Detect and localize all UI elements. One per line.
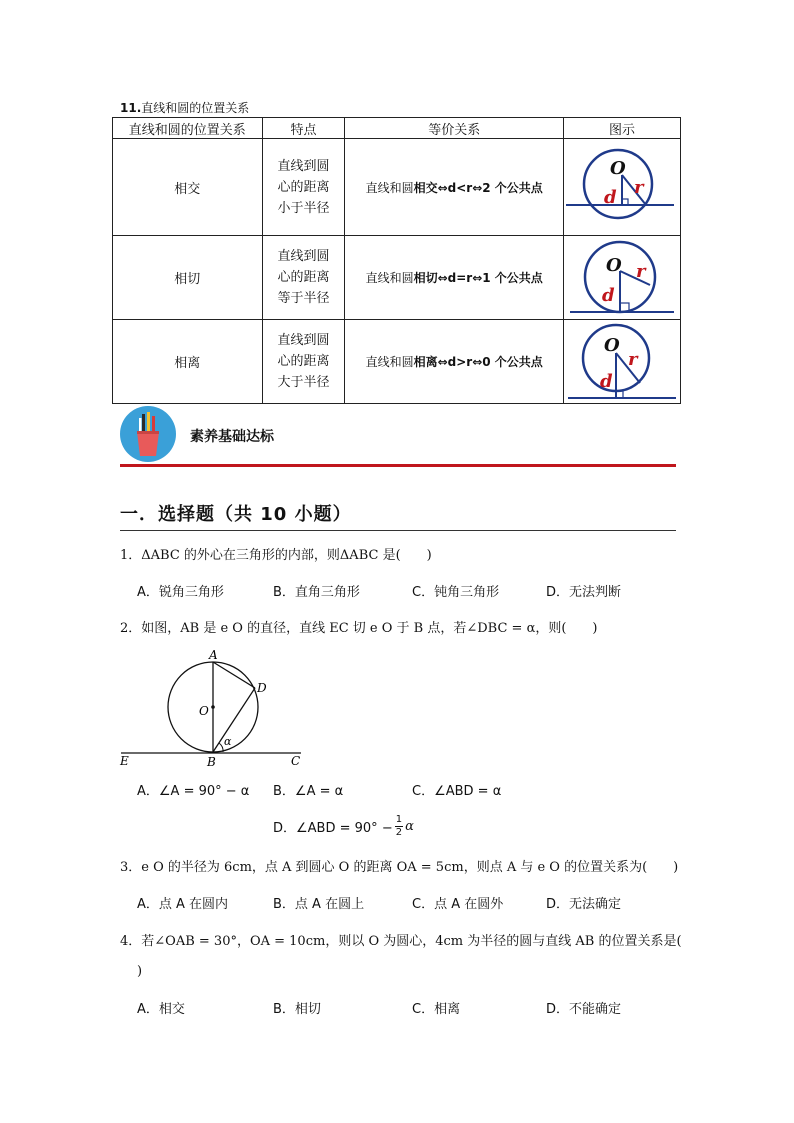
- intersect-diagram: [566, 147, 678, 227]
- tangent-diagram: [566, 239, 678, 317]
- distance-label: d: [601, 284, 615, 306]
- question-3-stem: 3．e O 的半径为 6cm，点 A 到圆心 O 的距离 OA = 5cm，则点 A 与 e O 的位置关系为( ): [120, 860, 679, 875]
- diagram-cell: [563, 320, 680, 404]
- part-title: 一．选择题（共 10 小题）: [120, 504, 352, 525]
- q4-option-b: B．相切: [273, 1002, 321, 1017]
- label-a: A: [209, 648, 218, 662]
- radius-label: r: [633, 177, 644, 198]
- equivalence-body: 相交⇔d<r⇔2 个公共点: [413, 180, 543, 195]
- chord-ad: [213, 662, 255, 688]
- question-4-stem-tail: ): [137, 964, 143, 979]
- q4-option-d: D．不能确定: [546, 1002, 622, 1017]
- header-feature: 特点: [262, 118, 345, 139]
- part-divider: [120, 530, 676, 531]
- relation-cell: 相交: [113, 139, 263, 236]
- header-relation: 直线和圆的位置关系: [113, 118, 263, 139]
- feature-line: 心的距离: [277, 354, 330, 369]
- feature-line: 等于半径: [277, 291, 330, 306]
- q1-option-a: A．锐角三角形: [137, 585, 224, 600]
- feature-cell: [262, 139, 345, 236]
- q2-option-b: B．∠A = α: [273, 784, 344, 799]
- table-header-row: [113, 118, 681, 139]
- feature-line: 直线到圆: [277, 333, 330, 348]
- q1-option-c: C．钝角三角形: [412, 585, 500, 600]
- banner-divider: [120, 464, 676, 467]
- radius-segment: [620, 271, 650, 285]
- question-2-figure: [115, 644, 315, 772]
- label-alpha: α: [224, 735, 232, 748]
- center-label: O: [605, 254, 622, 276]
- distance-label: d: [599, 370, 613, 392]
- feature-line: 直线到圆: [277, 249, 330, 264]
- label-d: D: [257, 681, 267, 695]
- q1-option-d: D．无法判断: [546, 585, 622, 600]
- equivalence-body: 相切⇔d=r⇔1 个公共点: [413, 271, 543, 285]
- label-c: C: [291, 754, 301, 768]
- q2-option-a: A．∠A = 90° − α: [137, 784, 250, 799]
- q1-option-b: B．直角三角形: [273, 585, 360, 600]
- equivalence-cell: [345, 139, 564, 236]
- question-4-stem: 4．若∠OAB = 30°，OA = 10cm，则以 O 为圆心，4cm 为半径的圆与直线 AB 的位置关系是(: [120, 934, 682, 949]
- q2-option-c: C．∠ABD = α: [412, 784, 502, 799]
- fraction-tail: α: [405, 819, 414, 834]
- feature-line: 直线到圆: [277, 158, 330, 174]
- table-row: [113, 320, 681, 404]
- q3-option-a: A．点 A 在圆内: [137, 897, 229, 912]
- question-1-stem: 1．ΔABC 的外心在三角形的内部，则ΔABC 是( ): [120, 548, 432, 563]
- distance-label: d: [603, 187, 617, 208]
- q3-option-d: D．无法确定: [546, 897, 622, 912]
- equivalence-body: 相离⇔d>r⇔0 个公共点: [413, 355, 543, 369]
- center-label: O: [603, 334, 620, 356]
- fraction-numerator: 1: [395, 814, 403, 825]
- table-row: [113, 139, 681, 236]
- feature-line: 大于半径: [277, 375, 330, 390]
- label-e: E: [120, 754, 129, 768]
- feature-line: 心的距离: [277, 270, 330, 285]
- label-b: B: [207, 755, 216, 769]
- center-label: O: [609, 158, 626, 179]
- q4-option-c: C．相离: [412, 1002, 461, 1017]
- relation-cell: 相离: [113, 320, 263, 404]
- feature-line: 小于半径: [277, 200, 330, 216]
- q3-option-b: B．点 A 在圆上: [273, 897, 365, 912]
- diagram-cell: [563, 236, 680, 320]
- banner-title: 素养基础达标: [190, 429, 274, 445]
- question-2-stem: 2．如图，AB 是 e O 的直径，直线 EC 切 e O 于 B 点，若∠DBC = α，则( ): [120, 621, 598, 636]
- fraction-denominator: 2: [395, 827, 403, 838]
- q2-option-d: [273, 814, 414, 839]
- fraction-half: [395, 814, 403, 839]
- chord-bd: [213, 688, 255, 752]
- diagram-cell: [563, 139, 680, 236]
- q4-option-a: A．相交: [137, 1002, 185, 1017]
- relation-cell: 相切: [113, 236, 263, 320]
- radius-label: r: [635, 260, 646, 282]
- pencil-cup-icon: [120, 406, 176, 462]
- feature-cell: [262, 320, 345, 404]
- header-diagram: 图示: [563, 118, 680, 139]
- equivalence-prefix: 直线和圆: [365, 180, 414, 195]
- equivalence-prefix: 直线和圆: [365, 271, 414, 285]
- label-o: O: [199, 704, 209, 718]
- position-relation-table: [112, 117, 681, 404]
- separate-diagram: [566, 323, 678, 401]
- section-title: [120, 99, 249, 116]
- radius-label: r: [627, 348, 638, 370]
- q3-option-c: C．点 A 在圆外: [412, 897, 504, 912]
- q2-option-d-text: D．∠ABD = 90° −: [273, 821, 393, 836]
- header-equivalence: 等价关系: [345, 118, 564, 139]
- feature-cell: [262, 236, 345, 320]
- feature-line: 心的距离: [277, 179, 330, 195]
- section-number: 11.: [120, 101, 142, 115]
- section-title-text: 直线和圆的位置关系: [141, 101, 250, 115]
- center-point: [211, 705, 215, 709]
- table-row: [113, 236, 681, 320]
- equivalence-cell: [345, 320, 564, 404]
- equivalence-cell: [345, 236, 564, 320]
- equivalence-prefix: 直线和圆: [365, 355, 414, 369]
